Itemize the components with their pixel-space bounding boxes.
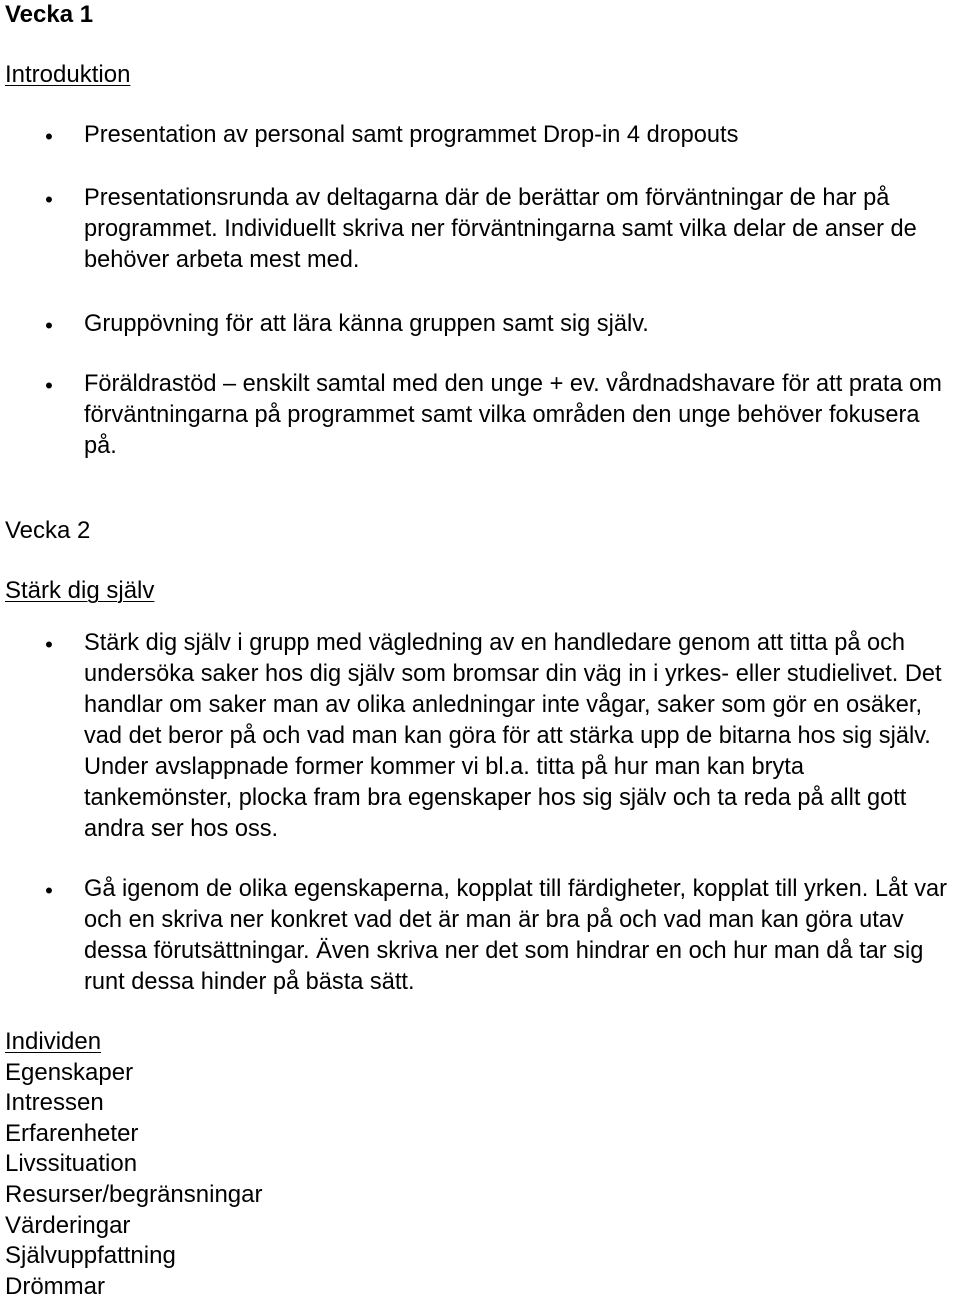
list-item: Egenskaper	[5, 1058, 134, 1086]
week1-heading: Vecka 1	[5, 1, 94, 28]
week1-bullet-4	[45, 369, 958, 462]
bullet-dot-icon: •	[45, 313, 53, 338]
bullet-text: Föräldrastöd – enskilt samtal med den unge + ev. vårdnadshavare för att prata om förväntningarna på programmet samt vilka områden den unge behöver fokusera på.	[84, 371, 942, 459]
week1-subheading: Introduktion	[5, 61, 131, 88]
bullet-text: Gruppövning för att lära känna gruppen samt sig själv.	[84, 311, 649, 337]
list-item: Värderingar	[5, 1211, 131, 1239]
week2-subheading: Stärk dig själv	[5, 577, 155, 604]
week2-bullet-2	[45, 874, 958, 998]
individen-heading: Individen	[5, 1028, 102, 1055]
list-item: Livssituation	[5, 1150, 138, 1178]
bullet-dot-icon: •	[45, 124, 53, 149]
list-item: Drömmar	[5, 1272, 105, 1300]
week1-bullet-2	[45, 183, 958, 276]
bullet-text: Stärk dig själv i grupp med vägledning av en handledare genom att titta på och undersöka saker hos dig själv som bromsar din väg in i yrkes- eller studielivet. Det handlar om saker man av olika anledningar inte vågar, saker som gör en osäker, vad det beror på och vad man kan göra för att stärka upp de bitarna hos sig själv. Under avslappnade former kommer vi bl.a. titta på hur man kan bryta tankemönster, plocka fram bra egenskaper hos sig själv och ta reda på allt gott andra ser hos oss.	[84, 630, 942, 842]
bullet-dot-icon: •	[45, 878, 53, 903]
list-item: Resurser/begränsningar	[5, 1180, 263, 1208]
bullet-text: Presentation av personal samt programmet Drop-in 4 dropouts	[84, 122, 739, 148]
week1-bullet-3	[45, 309, 958, 340]
week2-bullet-1	[45, 628, 958, 845]
list-item: Erfarenheter	[5, 1119, 139, 1147]
week1-bullet-1	[45, 120, 958, 151]
bullet-dot-icon: •	[45, 632, 53, 657]
bullet-dot-icon: •	[45, 187, 53, 212]
week2-heading: Vecka 2	[5, 517, 91, 544]
individen-list	[5, 1027, 262, 1302]
bullet-text: Gå igenom de olika egenskaperna, kopplat till färdigheter, kopplat till yrken. Låt var och en skriva ner konkret vad det är man är bra på och vad man kan göra utav dessa förutsättningar. Även skriva ner det som hindrar en och hur man då tar sig runt dessa hinder på bästa sätt.	[84, 876, 947, 995]
list-item: Intressen	[5, 1089, 104, 1117]
list-item: Självuppfattning	[5, 1242, 176, 1270]
bullet-text: Presentationsrunda av deltagarna där de berättar om förväntningar de har på programmet. Individuellt skriva ner förväntningarna samt vilka delar de anser de behöver arbeta mest med.	[84, 185, 917, 273]
bullet-dot-icon: •	[45, 373, 53, 398]
